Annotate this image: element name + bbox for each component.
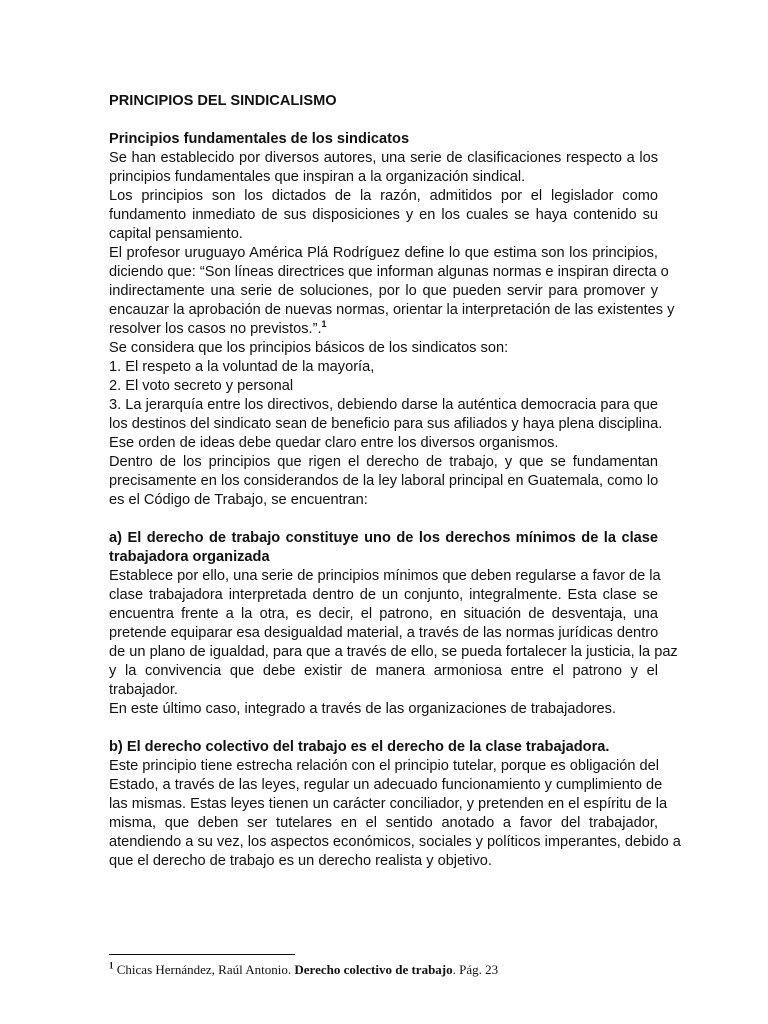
section-subtitle: Principios fundamentales de los sindicatos	[109, 131, 410, 147]
paragraph-line: principios fundamentales que inspiran a la organización sindical.	[109, 169, 526, 185]
paragraph-line-text: resolver los casos no previstos.”.	[109, 321, 322, 337]
paragraph-line: clase trabajadora interpretada dentro de un conjunto, integralmente. Esta clase se	[109, 587, 658, 603]
paragraph-line: Se considera que los principios básicos de los sindicatos son:	[109, 340, 509, 356]
footnote-divider	[109, 954, 295, 955]
list-item: 1. El respeto a la voluntad de la mayoría,	[109, 359, 375, 375]
paragraph-line: las mismas. Estas leyes tienen un carácter conciliador, y pretenden en el espíritu de la	[109, 796, 668, 812]
paragraph-line: es el Código de Trabajo, se encuentran:	[109, 492, 368, 508]
document-title: PRINCIPIOS DEL SINDICALISMO	[109, 93, 337, 109]
paragraph-line: atendiendo a su vez, los aspectos económicos, sociales y políticos imperantes, debido a	[109, 834, 681, 850]
paragraph-line: que el derecho de trabajo es un derecho realista y objetivo.	[109, 853, 492, 869]
paragraph-line: Establece por ello, una serie de principios mínimos que deben regularse a favor de la	[109, 568, 661, 584]
paragraph-line: misma, que deben ser tutelares en el sentido anotado a favor del trabajador,	[109, 815, 658, 831]
paragraph-line: indirectamente una serie de soluciones, por lo que pueden servir para promover y	[109, 283, 658, 299]
section-b-heading: b) El derecho colectivo del trabajo es el derecho de la clase trabajadora.	[109, 739, 610, 755]
section-a-heading: a) El derecho de trabajo constituye uno de los derechos mínimos de la clase	[109, 530, 658, 546]
paragraph-line: El profesor uruguayo América Plá Rodríguez define lo que estima son los principios,	[109, 245, 658, 261]
paragraph-line: y la convivencia que debe existir de manera armoniosa entre el patrono y el	[109, 663, 658, 679]
footnote-author: Chicas Hernández, Raúl Antonio.	[116, 962, 292, 977]
list-item: 2. El voto secreto y personal	[109, 378, 294, 394]
footnote	[109, 961, 498, 979]
paragraph-line: capital pensamiento.	[109, 226, 243, 242]
document-body	[109, 92, 681, 871]
paragraph-line: los destinos del sindicato sean de beneficio para sus afiliados y haya plena disciplina.	[109, 416, 663, 432]
paragraph-line: de un plano de igualdad, para que a través de ello, se pueda fortalecer la justicia, la paz	[109, 644, 678, 660]
footnote-reference: 1	[321, 319, 327, 330]
paragraph-line: Este principio tiene estrecha relación con el principio tutelar, porque es obligación del	[109, 758, 660, 774]
paragraph-line: encuentra frente a la otra, es decir, el patrono, en situación de desventaja, una	[109, 606, 658, 622]
paragraph-line: precisamente en los considerandos de la ley laboral principal en Guatemala, como lo	[109, 473, 659, 489]
paragraph-line: Los principios son los dictados de la razón, admitidos por el legislador como	[109, 188, 658, 204]
paragraph-line: Ese orden de ideas debe quedar claro entre los diversos organismos.	[109, 435, 559, 451]
footnote-page: . Pág. 23	[452, 962, 499, 977]
paragraph-line: pretende equiparar esa desigualdad material, a través de las normas jurídicas dentro	[109, 625, 659, 641]
paragraph-line: Estado, a través de las leyes, regular un adecuado funcionamiento y cumplimiento de	[109, 777, 663, 793]
paragraph-line	[109, 320, 658, 339]
paragraph-line: trabajador.	[109, 682, 178, 698]
paragraph-line: fundamento inmediato de sus disposiciones y en los cuales se haya contenido su	[109, 207, 658, 223]
footnote-marker: 1	[109, 960, 114, 971]
footnote-book-title: Derecho colectivo de trabajo	[294, 962, 453, 977]
section-a-heading: trabajadora organizada	[109, 549, 270, 565]
paragraph-line: Dentro de los principios que rigen el derecho de trabajo, y que se fundamentan	[109, 454, 658, 470]
paragraph-line: diciendo que: “Son líneas directrices que informan algunas normas e inspiran directa o	[109, 264, 669, 280]
paragraph-line: encauzar la aprobación de nuevas normas, orientar la interpretación de las existentes y	[109, 302, 675, 318]
list-item: 3. La jerarquía entre los directivos, debiendo darse la auténtica democracia para que	[109, 397, 658, 413]
paragraph-line: En este último caso, integrado a través de las organizaciones de trabajadores.	[109, 701, 617, 717]
paragraph-line: Se han establecido por diversos autores, una serie de clasificaciones respecto a los	[109, 150, 658, 166]
